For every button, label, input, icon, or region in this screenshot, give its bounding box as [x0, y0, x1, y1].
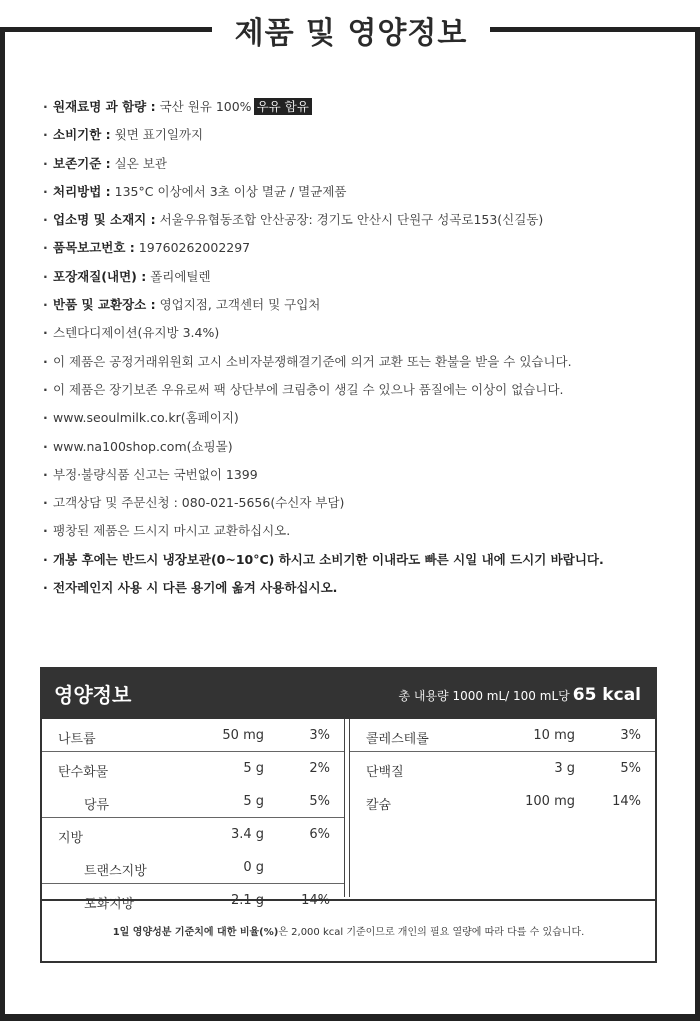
- nutrient-name: 지방: [58, 831, 84, 846]
- bullet: ·: [43, 325, 48, 341]
- nutrient-percent: 6%: [309, 827, 330, 842]
- info-value: 19760262002297: [134, 240, 251, 256]
- info-item-return: [43, 295, 683, 323]
- info-key: 원재료명 과 함량 :: [53, 99, 156, 114]
- bullet: ·: [43, 438, 48, 454]
- info-key: 소비기한 :: [53, 127, 111, 143]
- nutrient-amount: 0 g: [243, 860, 264, 875]
- nutrient-name: 콜레스테롤: [366, 732, 429, 747]
- nutrient-percent: 2%: [309, 761, 330, 776]
- bullet: ·: [43, 297, 48, 313]
- info-value: 부정·불량식품 신고는 국번없이 1399: [53, 466, 258, 482]
- info-value: 실온 보관: [110, 155, 167, 171]
- info-key: 반품 및 교환장소 :: [53, 297, 156, 313]
- info-value: 전자레인지 사용 시 다른 용기에 옮겨 사용하십시오.: [53, 580, 338, 596]
- nutrient-percent: 3%: [620, 728, 641, 743]
- nutrient-row-sodium: [42, 719, 344, 752]
- info-value: 135°C 이상에서 3초 이상 멸균 / 멸균제품: [110, 183, 347, 199]
- info-item-ingredients: [43, 97, 683, 125]
- bullet: ·: [43, 495, 48, 511]
- bullet: ·: [43, 580, 48, 596]
- nutrient-name: 나트륨: [58, 732, 96, 747]
- info-item-packaging: [43, 267, 683, 295]
- nutrient-row-carbohydrate: [42, 752, 344, 785]
- nutrient-amount: 50 mg: [222, 728, 264, 743]
- page-title: 제품 및 영양정보: [234, 16, 468, 51]
- frame-bottom: [0, 1014, 700, 1021]
- info-key: 포장재질(내면) :: [53, 268, 147, 284]
- info-item-storage: [43, 154, 683, 182]
- info-item-shop: [43, 437, 683, 465]
- nutrition-footer: [42, 899, 655, 961]
- info-item-cream-layer: [43, 380, 683, 408]
- nutrition-facts-box: [40, 667, 657, 963]
- total-label: 총 내용량 1000 mL/ 100 mL당: [398, 689, 570, 703]
- nutrient-amount: 5 g: [243, 761, 264, 776]
- bullet: ·: [43, 240, 48, 256]
- info-value: 팽창된 제품은 드시지 마시고 교환하십시오.: [53, 523, 291, 539]
- info-item-refund: [43, 352, 683, 380]
- nutrition-total: [398, 685, 641, 705]
- info-key: 품목보고번호 :: [53, 240, 135, 256]
- bullet: ·: [43, 268, 48, 284]
- info-key: 보존기준 :: [53, 155, 111, 171]
- nutrient-row-calcium: [350, 785, 655, 818]
- nutrient-row-trans-fat: [42, 851, 344, 884]
- nutrient-amount: 3.4 g: [230, 827, 264, 842]
- nutrient-amount: 10 mg: [533, 728, 575, 743]
- shop-link[interactable]: www.na100shop.com(쇼핑몰): [53, 438, 233, 454]
- nutrition-footnote: [42, 923, 655, 938]
- info-value: 영업지점, 고객센터 및 구입처: [155, 297, 321, 313]
- info-value: 개봉 후에는 반드시 냉장보관(0~10°C) 하시고 소비기한 이내라도 빠른 시일 내에 드시기 바랍니다.: [53, 551, 604, 567]
- info-item-swollen: [43, 521, 683, 549]
- frame-top-right: [490, 27, 700, 32]
- product-info-list: [43, 97, 683, 606]
- nutrient-amount: 3 g: [554, 761, 575, 776]
- footnote-bold: 1일 영양성분 기준치에 대한 비율(%): [112, 927, 279, 938]
- bullet: ·: [43, 410, 48, 426]
- nutrition-right-column: [350, 719, 655, 818]
- milk-tag: 우유 함유: [254, 98, 312, 115]
- info-item-manufacturer: [43, 210, 683, 238]
- nutrition-title: 영양정보: [54, 683, 132, 707]
- nutrient-row-sugars: [42, 785, 344, 818]
- nutrient-name: 단백질: [366, 765, 404, 780]
- info-item-refrigerate: [43, 550, 683, 578]
- frame-left: [0, 27, 5, 1021]
- nutrient-name: 탄수화물: [58, 765, 109, 780]
- bullet: ·: [43, 523, 48, 539]
- info-value: 스텐다디제이션(유지방 3.4%): [53, 325, 220, 341]
- nutrient-name: 당류: [84, 798, 110, 813]
- info-item-customer-service: [43, 493, 683, 521]
- bullet: ·: [43, 551, 48, 567]
- info-item-expiry: [43, 125, 683, 153]
- bullet: ·: [43, 127, 48, 143]
- homepage-link[interactable]: www.seoulmilk.co.kr(홈페이지): [53, 410, 239, 426]
- bullet: ·: [43, 155, 48, 171]
- info-value: 국산 원유 100%: [155, 99, 252, 114]
- info-value: 고객상담 및 주문신청 : 080-021-5656(수신자 부담): [53, 495, 345, 511]
- nutrient-percent: 5%: [309, 794, 330, 809]
- nutrient-percent: 3%: [309, 728, 330, 743]
- info-key: 업소명 및 소재지 :: [53, 212, 156, 228]
- nutrient-name: 포화지방: [84, 897, 135, 912]
- nutrient-amount: 100 mg: [525, 794, 575, 809]
- bullet: ·: [43, 381, 48, 397]
- nutrient-row-protein: [350, 752, 655, 785]
- nutrient-amount: 2.1 g: [230, 893, 264, 908]
- bullet: ·: [43, 353, 48, 369]
- nutrition-header: [42, 669, 655, 719]
- nutrient-percent: 14%: [612, 794, 641, 809]
- info-value: 이 제품은 장기보존 우유로써 팩 상단부에 크림층이 생길 수 있으나 품질에는 이상이 없습니다.: [53, 381, 564, 397]
- info-value: 윗면 표기일까지: [110, 127, 204, 143]
- info-value: 서울우유협동조합 안산공장: 경기도 안산시 단원구 성곡로153(신길동): [155, 212, 544, 228]
- frame-top-left: [0, 27, 212, 32]
- info-value: 이 제품은 공정거래위원회 고시 소비자분쟁해결기준에 의거 교환 또는 환불을 받을 수 있습니다.: [53, 353, 572, 369]
- frame-right: [695, 27, 700, 1021]
- nutrient-row-fat: [42, 818, 344, 851]
- info-item-process: [43, 182, 683, 210]
- info-value: 폴리에틸렌: [146, 268, 211, 284]
- info-item-report-number: [43, 238, 683, 266]
- info-item-homepage: [43, 408, 683, 436]
- nutrient-name: 트랜스지방: [84, 864, 147, 879]
- nutrient-amount: 5 g: [243, 794, 264, 809]
- bullet: ·: [43, 183, 48, 199]
- info-item-standardization: [43, 323, 683, 351]
- kcal-value: 65 kcal: [572, 685, 641, 705]
- nutrition-left-column: [42, 719, 344, 917]
- column-divider: [344, 719, 345, 897]
- footnote-rest: 은 2,000 kcal 기준이므로 개인의 필요 열량에 따라 다를 수 있습니다.: [278, 927, 585, 938]
- info-key: 처리방법 :: [53, 183, 111, 199]
- nutrient-name: 칼슘: [366, 798, 392, 813]
- bullet: ·: [43, 99, 48, 114]
- info-item-report-hotline: [43, 465, 683, 493]
- bullet: ·: [43, 466, 48, 482]
- nutrient-percent: 14%: [301, 893, 330, 908]
- nutrient-percent: 5%: [620, 761, 641, 776]
- bullet: ·: [43, 212, 48, 228]
- info-item-microwave: [43, 578, 683, 606]
- nutrient-row-cholesterol: [350, 719, 655, 752]
